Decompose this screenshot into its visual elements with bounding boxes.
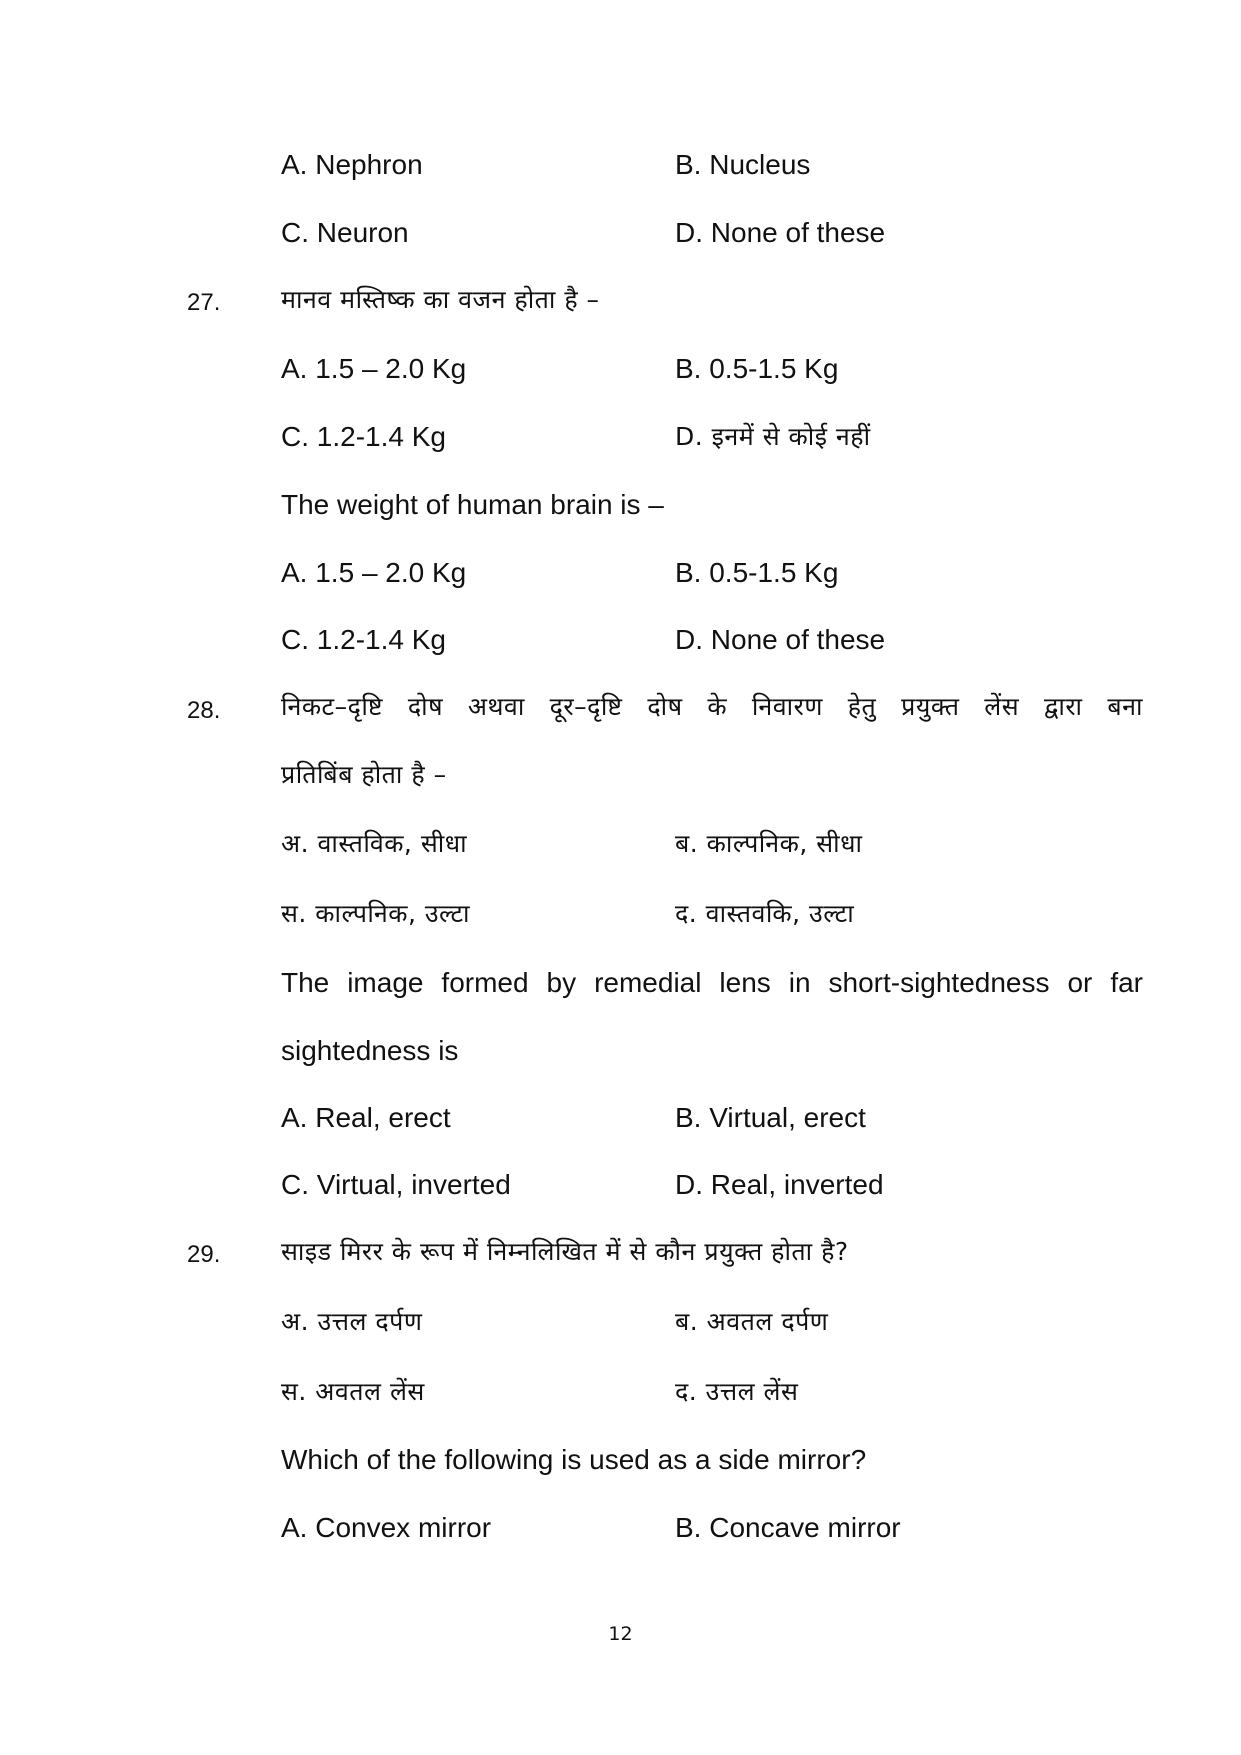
q27-hindi-option-a: A. 1.5 – 2.0 Kg bbox=[281, 353, 467, 384]
q26-option-a: A. Nephron bbox=[281, 149, 423, 180]
q28-english-question-line-1: The image formed by remedial lens in short-sightedness or far bbox=[281, 967, 1143, 998]
q28-hindi-question-line-1: निकट–दृष्टि दोष अथवा दूर–दृष्टि दोष के निवारण हेतु प्रयुक्त लेंस द्वारा बना bbox=[281, 692, 1143, 721]
page-number: 12 bbox=[608, 1623, 633, 1645]
q28-english-option-d: D. Real, inverted bbox=[675, 1169, 884, 1200]
q28-english-option-c: C. Virtual, inverted bbox=[281, 1169, 511, 1200]
q29-english-question: Which of the following is used as a side mirror? bbox=[281, 1444, 867, 1475]
q27-hindi-option-d: D. इनमें से कोई नहीं bbox=[675, 422, 871, 451]
q28-hindi-question-line-2: प्रतिबिंब होता है – bbox=[281, 760, 447, 789]
q28-english-question-line-2: sightedness is bbox=[281, 1035, 459, 1066]
q27-hindi-option-b: B. 0.5-1.5 Kg bbox=[675, 353, 839, 384]
q29-english-option-b: B. Concave mirror bbox=[675, 1512, 901, 1543]
q26-option-d: D. None of these bbox=[675, 217, 886, 248]
q28-number: 28. bbox=[187, 697, 221, 724]
q29-hindi-option-a: अ. उत्तल दर्पण bbox=[281, 1307, 423, 1336]
q29-hindi-question: साइड मिरर के रूप में निम्नलिखित में से कौन प्रयुक्त होता है? bbox=[281, 1237, 849, 1266]
q28-hindi-option-c: स. काल्पनिक, उल्टा bbox=[281, 899, 471, 928]
q28-hindi-option-b: ब. काल्पनिक, सीधा bbox=[675, 829, 863, 858]
q27-hindi-option-c: C. 1.2-1.4 Kg bbox=[281, 421, 446, 452]
q27-english-option-a: A. 1.5 – 2.0 Kg bbox=[281, 557, 467, 588]
q27-hindi-question: मानव मस्तिष्क का वजन होता है – bbox=[281, 285, 600, 314]
q27-number: 27. bbox=[187, 289, 221, 316]
q29-number: 29. bbox=[187, 1241, 221, 1268]
q28-english-option-a: A. Real, erect bbox=[281, 1102, 451, 1133]
q26-option-b: B. Nucleus bbox=[675, 149, 811, 180]
q28-hindi-option-d: द. वास्तवकि, उल्टा bbox=[675, 899, 855, 928]
q29-hindi-option-b: ब. अवतल दर्पण bbox=[675, 1307, 829, 1336]
q27-english-option-b: B. 0.5-1.5 Kg bbox=[675, 557, 839, 588]
q26-option-c: C. Neuron bbox=[281, 217, 409, 248]
q28-english-option-b: B. Virtual, erect bbox=[675, 1102, 866, 1133]
q27-english-option-c: C. 1.2-1.4 Kg bbox=[281, 624, 446, 655]
q29-hindi-option-c: स. अवतल लेंस bbox=[281, 1377, 425, 1406]
q28-hindi-option-a: अ. वास्तविक, सीधा bbox=[281, 829, 468, 858]
q27-english-question: The weight of human brain is – bbox=[281, 489, 664, 520]
q27-english-option-d: D. None of these bbox=[675, 624, 886, 655]
q29-hindi-option-d: द. उत्तल लेंस bbox=[675, 1377, 799, 1406]
q29-english-option-a: A. Convex mirror bbox=[281, 1512, 492, 1543]
